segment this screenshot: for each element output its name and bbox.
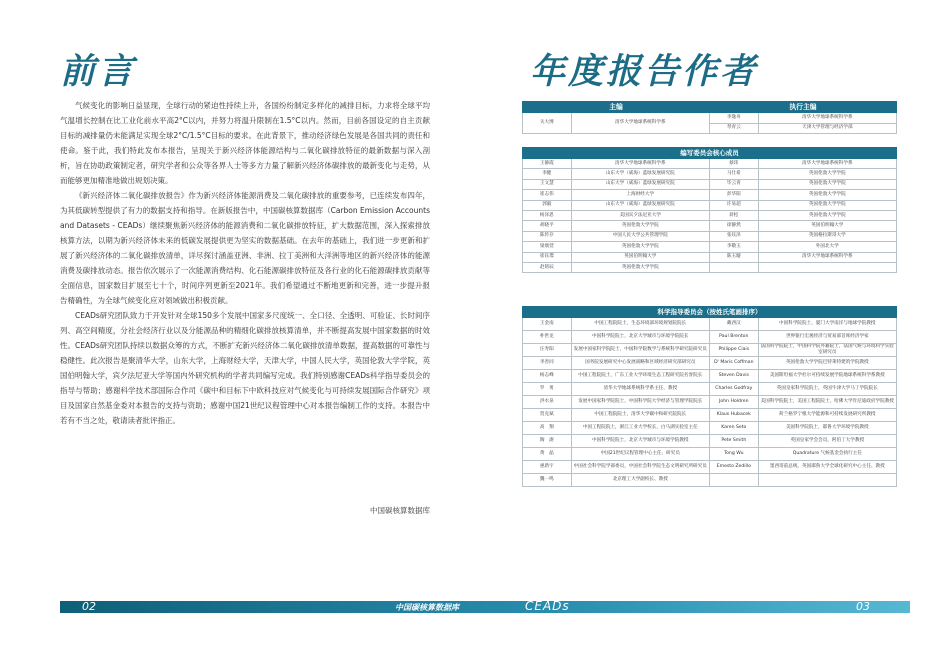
member-affiliation: 英国皇家科学院院士，英国牛津大学马丁学院院长 (758, 383, 896, 396)
table-row (523, 357, 897, 370)
page-footer (60, 601, 910, 613)
scientific-committee-header: 科学指导委员会（按姓氏笔画排序） (523, 307, 897, 318)
member-affiliation: 世界银行宏观经济与贸易部首席经济学家 (758, 331, 896, 344)
footer-bar (60, 601, 910, 613)
scientific-committee-table (522, 306, 897, 487)
left-page-number: 02 (82, 600, 96, 613)
member-affiliation (758, 262, 896, 272)
table-row (523, 190, 897, 200)
member-affiliation: 美国宾夕法尼亚大学 (571, 210, 709, 220)
member-affiliation: 清华大学地球系统科学系主任、教授 (571, 383, 709, 396)
member-name: 许易超 (709, 200, 758, 210)
member-affiliation: 英国伦敦大学学院巴特莱特建筑学院教授 (758, 357, 896, 370)
member-affiliation: 英国伯明翰大学 (758, 221, 896, 231)
chief-editor-header: 主编 (523, 102, 710, 113)
table-row (523, 221, 897, 231)
member-affiliation: 发展中国家科学院院士，中国科学院大学经济与管理学院院长 (571, 396, 709, 409)
table-row (523, 422, 897, 435)
member-name: 李敬玉 (709, 242, 758, 252)
member-affiliation: 美国科学院院士，美国工程院院士，哈佛大学肯尼迪政府学院教授 (758, 396, 896, 409)
member-name: 陶 澍 (523, 435, 572, 448)
footer-database-name: 中国碳核算数据库 (395, 603, 459, 612)
member-name: 彭华阳 (709, 190, 758, 200)
member-affiliation: 清华大学地球系统科学系 (758, 159, 896, 169)
member-affiliation: 墨西哥前总统，英国耶鲁大学全球化研究中心主任、教授 (758, 461, 896, 474)
member-affiliation: 山东大学（威海）蓝绿发展研究院 (571, 179, 709, 189)
executive-editor-org: 天津大学管理与经济学部 (758, 123, 896, 134)
table-row (523, 200, 897, 210)
right-page (475, 0, 950, 650)
member-name: 戴西汉 (709, 318, 758, 331)
member-name: Tong Wu (709, 448, 758, 461)
member-name: Emesto Zedillo (709, 461, 758, 474)
member-affiliation: 发展中国家科学院院士，中国科学院数学与系统科学研究院研究员 (571, 344, 709, 357)
member-affiliation: 英国伦敦大学学院 (758, 200, 896, 210)
table-row (523, 159, 897, 169)
member-name: 贺克斌 (523, 409, 572, 422)
member-name: 张钰泽 (709, 231, 758, 241)
member-affiliation: 法国科学院院士，中国科学院外籍院士，法国气候与环境科学实验室研究员 (758, 344, 896, 357)
member-affiliation: 山东大学（威海）蓝绿发展研究院 (571, 169, 709, 179)
member-name: Philippe Ciais (709, 344, 758, 357)
member-affiliation: 英国伦敦大学学院 (571, 262, 709, 272)
member-name: Steven Davis (709, 370, 758, 383)
table-row (523, 409, 897, 422)
right-page-number: 03 (856, 600, 870, 613)
member-name: 李健 (523, 169, 572, 179)
member-name: 蔡玮 (709, 159, 758, 169)
member-name: 杨志峰 (523, 370, 572, 383)
member-affiliation: 清华大学地球系统科学系 (571, 159, 709, 169)
footer-brand-logo: CEADs (525, 599, 570, 613)
chief-editor-name: 关大博 (523, 113, 572, 134)
table-row (523, 448, 897, 461)
executive-editor-org: 清华大学地球系统科学系 (758, 113, 896, 124)
table-row (523, 210, 897, 220)
executive-editor-name: 琴青云 (709, 123, 758, 134)
editors-table (522, 101, 897, 134)
member-name (709, 262, 758, 272)
member-name: Pete Smith (709, 435, 758, 448)
member-affiliation: 中国21世纪议程管理中心主任、研究员 (571, 448, 709, 461)
member-name: 徐静然 (709, 221, 758, 231)
member-name: 汪寿阳 (523, 344, 572, 357)
member-name: D' Maris Coffman (709, 357, 758, 370)
table-row (523, 242, 897, 252)
chief-editor-org: 清华大学地球系统科学系 (571, 113, 709, 134)
member-name: 陈传存 (523, 231, 572, 241)
member-affiliation: 中国科学院院士，北京大学城市与环境学院院长 (571, 331, 709, 344)
member-affiliation: 美国科学院院士，耶鲁大学环境学院教授 (758, 422, 896, 435)
table-row (523, 318, 897, 331)
member-affiliation: 英国伦敦大学学院 (758, 210, 896, 220)
editorial-committee-header: 编写委员会核心成员 (523, 148, 897, 159)
member-name: 崔钰璟 (523, 252, 572, 262)
member-affiliation: 外国北大学 (758, 242, 896, 252)
member-affiliation: 中国社会科学院学部委员，中国社会科学院生态文明研究所研究员 (571, 461, 709, 474)
member-name: 杨泽恩 (523, 210, 572, 220)
table-row (523, 179, 897, 189)
table-row (523, 370, 897, 383)
preface-signoff: 中国碳核算数据库 (370, 506, 430, 515)
member-affiliation: 中国科学院院士，厦门大学南洋与地球学院教授 (758, 318, 896, 331)
executive-editor-header: 执行主编 (709, 102, 896, 113)
member-affiliation: Quadrature 气候基金会执行主任 (758, 448, 896, 461)
member-name (709, 474, 758, 487)
member-name: 崔志伟 (523, 190, 572, 200)
preface-paragraph: CEADs研究团队致力于开发针对全球150多个发展中国家多尺度统一、全口径、全透明、可验证、长时间序列、高空间精度，分社会经济行业以及分能源品种的精细化碳排放核算清单，并不断提高发展中国家数据的时效性。CEADs研究团队持续以数据众筹的方式，不断扩充新兴经济体二氧化碳排放清单数据，提高数据的可靠性与稳健性。此次报告是聚清华大学，山东大学，上海财经大学，天津大学，中国人民大学，英国伦敦大学学院，英国伯明翰大学，宾夕法尼亚大学等国内外研究机构的学者共同编写完成。我们特别感谢CEADs科学指导委员会的指导与帮助；感谢科学技术部国际合作司《碳中和目标下中欧科技应对气候变化与可持续发展国际合作研究》项目及国家自然基金委对本报告的支持与资助；感谢中国21世纪议程管理中心对本报告编制工作的支持。本报告中若有不当之处，敬请读者批评指正。 (60, 311, 430, 425)
table-row (523, 252, 897, 262)
member-affiliation: 上海财经大学 (571, 190, 709, 200)
member-name: John Holdren (709, 396, 758, 409)
member-affiliation (758, 474, 896, 487)
member-name: 王静霞 (523, 159, 572, 169)
member-name: 蒋松 (709, 210, 758, 220)
table-row (523, 344, 897, 357)
member-name: 马仕希 (709, 169, 758, 179)
preface-paragraph: 气候变化的影响日益显现，全球行动的紧迫性持续上升，各国纷纷制定多样化的减排目标，力求将全球平均气温增长控制在比工业化前水平高2°C以内，并努力将温升限制在1.5°C以内。然而，目前各国设定的自主贡献目标的减排量仍未能满足实现全球2°C/1.5°C目标的要求。在此背景下，推动经济绿色发展是各国共同的责任和使命。鉴于此，我们特此发布本报告，呈现关于新兴经济体能源结构与二氧化碳排放特征的最新数据与深入剖析，旨在协助政策制定者，研究学者和公众等各界人士等多方力量了解新兴经济体碳排放的最新变化与走势，从而能够更加精准地做出规划决策。 (60, 101, 430, 185)
member-affiliation: 山东大学（威海）蓝绿发展研究院 (571, 200, 709, 210)
member-affiliation: 中国工程院院士，浙江工业大学校长，白马湖实验室主任 (571, 422, 709, 435)
table-row (523, 396, 897, 409)
member-affiliation: 清华大学地球系统科学系 (758, 252, 896, 262)
member-affiliation: 英国伦敦大学学院 (571, 242, 709, 252)
member-name: 高 翔 (523, 422, 572, 435)
member-affiliation: 英国格拉斯哥大学 (758, 231, 896, 241)
member-name: 朴世龙 (523, 331, 572, 344)
member-affiliation: 英国伦敦大学学院 (758, 190, 896, 200)
member-affiliation: 英国伯明翰大学 (571, 252, 709, 262)
authors-title: 年度报告作者 (530, 52, 759, 92)
member-affiliation: 荷兰格罗宁根大学能源和可持续发展研究所教授 (758, 409, 896, 422)
member-affiliation: 英国皇家学会会员，阿伯丁大学教授 (758, 435, 896, 448)
table-row (523, 474, 897, 487)
member-name: Klaus Hubacek (709, 409, 758, 422)
preface-paragraph: 《新兴经济体二氧化碳排放报告》作为新兴经济体能源消费及二氧化碳排放的重要参考，已连续发布四年，为其低碳转型提供了有力的数据支持和指导。在新版报告中，中国碳核算数据库（Carbon Emission Accounts and Datasets - CEADs）继续聚焦新兴经济体的能源消费和二氧化碳排放特征，扩大数据范围，深入探索排放核算方法，以期为新兴经济体未来的低碳发展提供更为坚实的数据基础。在去年的基础上，我们进一步更新和扩展了新兴经济体的二氧化碳排放清单，详尽探讨涵盖亚洲、非洲、拉丁美洲和大洋洲等地区的新兴经济体的能源消费及碳排放动态。报告依次展示了一次能源消费结构、化石能源碳排放特征及各行业的化石能源碳排放贡献等全面信息，国家数目扩展至七十个，时间序列更新至2021年。我们希望通过不断地更新和完善，进一步提升报告精确性，为全球气候变化应对领域做出积极贡献。 (60, 191, 430, 305)
member-name: 胡晓平 (523, 221, 572, 231)
member-affiliation: 中国工程院院士，清华大学碳中和研究院院长 (571, 409, 709, 422)
member-name: 陈玉璇 (709, 252, 758, 262)
preface-title: 前言 (60, 52, 137, 92)
member-name: 惠新宇 (523, 461, 572, 474)
member-name: 梁康萱 (523, 242, 572, 252)
member-name: Karen Seto (709, 422, 758, 435)
table-row (523, 383, 897, 396)
member-name: Paul Brenton (709, 331, 758, 344)
table-row (523, 169, 897, 179)
member-affiliation: 中国人民大学公共管理学院 (571, 231, 709, 241)
table-row (523, 231, 897, 241)
table-row (523, 435, 897, 448)
member-affiliation: 中国科学院院士，北京大学城市与环境学院教授 (571, 435, 709, 448)
member-name: 毕云青 (709, 179, 758, 189)
preface-body (60, 98, 430, 428)
member-affiliation: 英国伦敦大学学院 (571, 221, 709, 231)
member-name: 黄 晶 (523, 448, 572, 461)
member-name: 李善同 (523, 357, 572, 370)
member-affiliation: 中国工程院院士，生态环境部环境规划院院长 (571, 318, 709, 331)
member-name: 罗 勇 (523, 383, 572, 396)
table-row (523, 461, 897, 474)
editorial-committee-table (522, 147, 897, 273)
member-affiliation: 英国伦敦大学学院 (758, 179, 896, 189)
table-row (523, 331, 897, 344)
member-affiliation: 英国伦敦大学学院 (758, 169, 896, 179)
member-affiliation: 北京理工大学副校长、教授 (571, 474, 709, 487)
member-affiliation: 美国斯坦福大学杜尔可持续发展学院地球系统科学系教授 (758, 370, 896, 383)
member-name: Charles Godfray (709, 383, 758, 396)
table-row (523, 262, 897, 272)
member-affiliation: 国务院发展研究中心发展战略和区域经济研究部研究员 (571, 357, 709, 370)
member-name: 王金南 (523, 318, 572, 331)
executive-editor-name: 李逸舟 (709, 113, 758, 124)
member-affiliation: 中国工程院院士，广东工业大学环境生态工程研究院名誉院长 (571, 370, 709, 383)
member-name: 郭毅 (523, 200, 572, 210)
member-name: 洪水泉 (523, 396, 572, 409)
member-name: 赵铭辰 (523, 262, 572, 272)
member-name: 王文慧 (523, 179, 572, 189)
member-name: 魏一鸣 (523, 474, 572, 487)
